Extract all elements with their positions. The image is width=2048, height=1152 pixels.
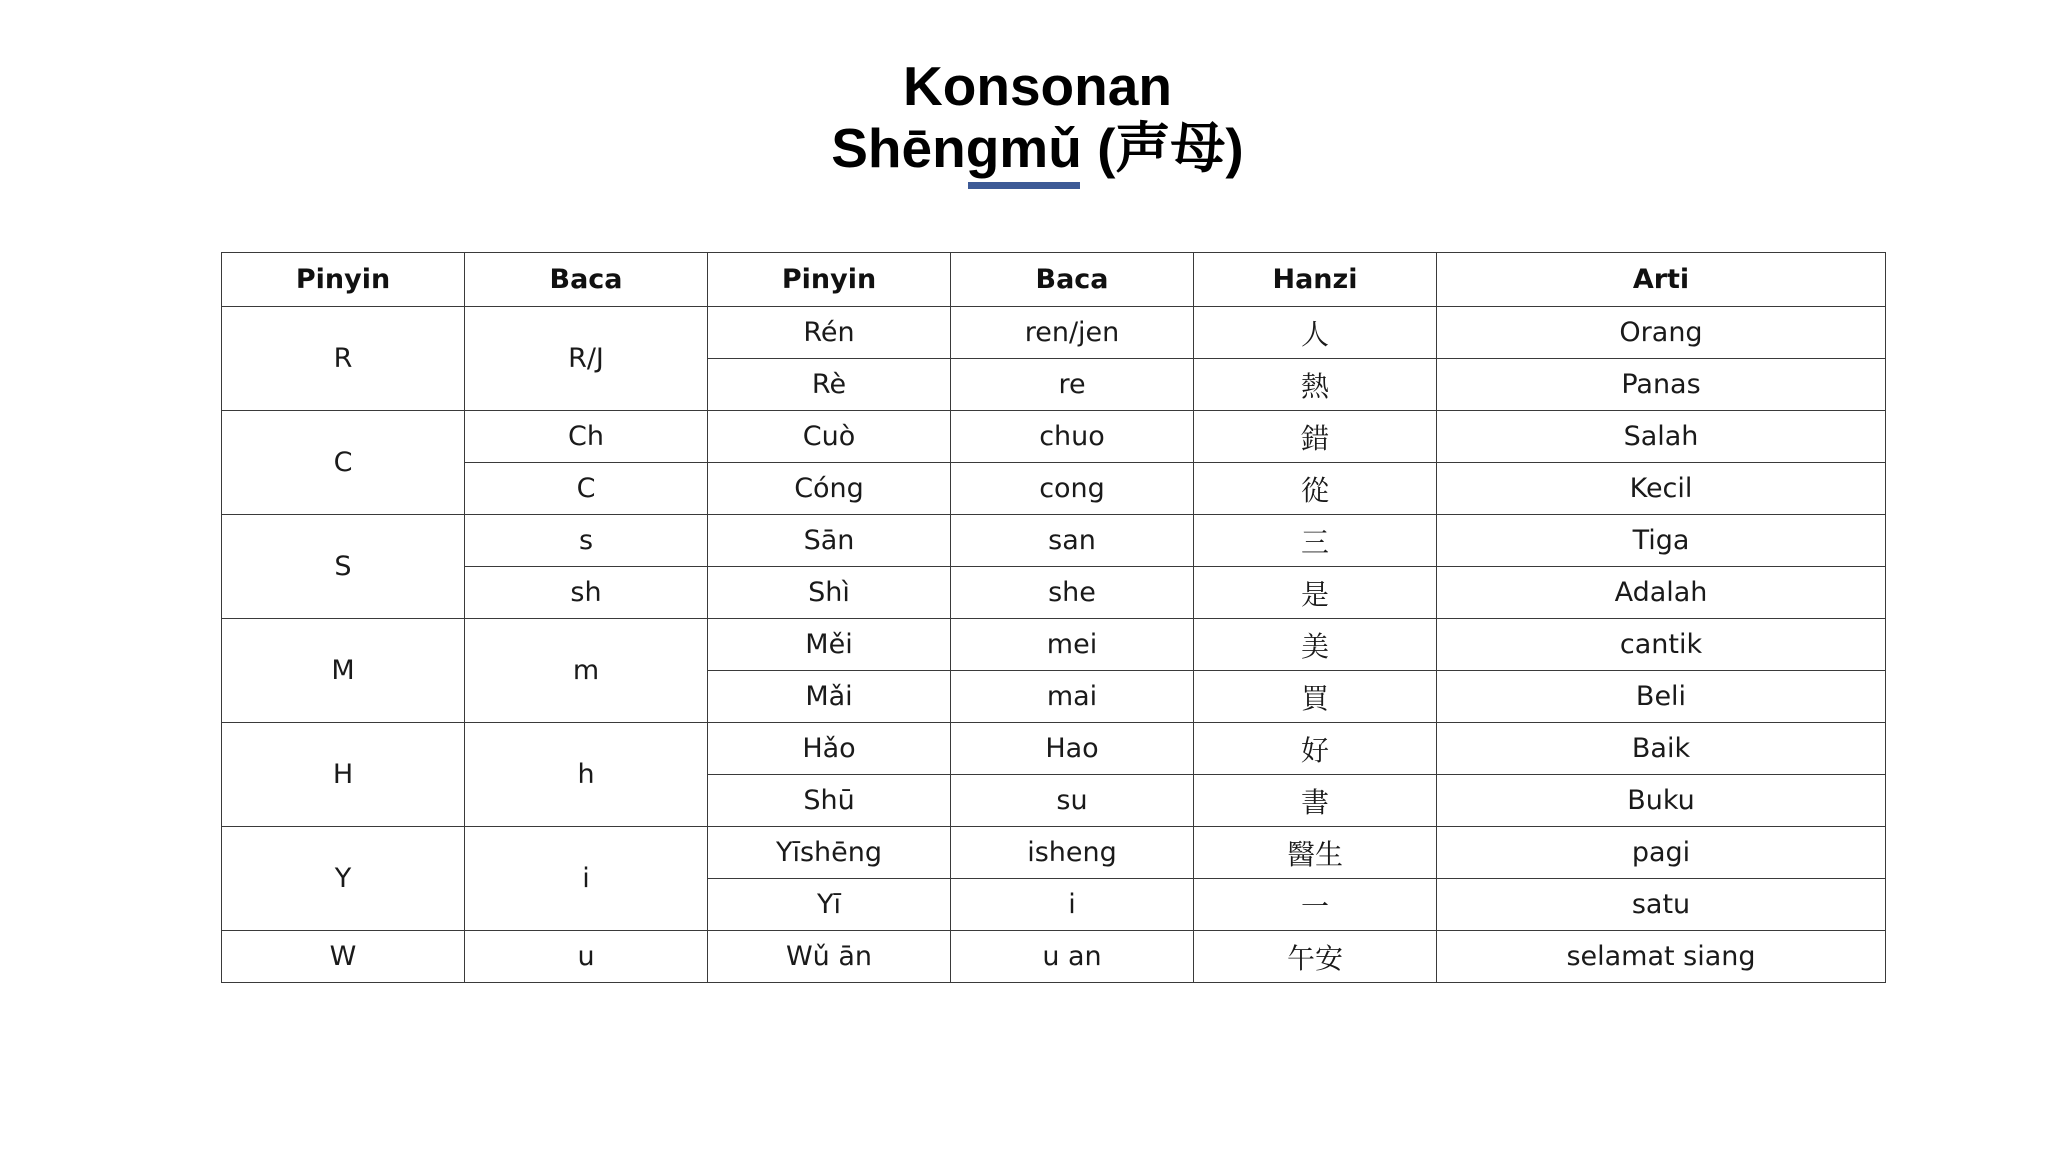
pinyin-cell: Wǔ ān: [708, 931, 951, 983]
meaning-cell: Beli: [1437, 671, 1886, 723]
table-header-row: [222, 253, 1886, 307]
pinyin-cell: Sān: [708, 515, 951, 567]
pinyin-cell: Cuò: [708, 411, 951, 463]
initial-reading-cell: s: [465, 515, 708, 567]
table-row: [222, 463, 1886, 515]
table-row: [222, 931, 1886, 983]
meaning-cell: Adalah: [1437, 567, 1886, 619]
hanzi-cell: 三: [1194, 515, 1437, 567]
hanzi-cell: 買: [1194, 671, 1437, 723]
pinyin-cell: Shū: [708, 775, 951, 827]
table-row: [222, 723, 1886, 775]
title-underline: [968, 182, 1080, 189]
initial-reading-cell: u: [465, 931, 708, 983]
reading-cell: she: [951, 567, 1194, 619]
hanzi-cell: 午安: [1194, 931, 1437, 983]
initial-cell: S: [222, 515, 465, 619]
meaning-cell: satu: [1437, 879, 1886, 931]
pinyin-cell: Yīshēng: [708, 827, 951, 879]
pinyin-cell: Shì: [708, 567, 951, 619]
title-line-2: Shēngmǔ (声母): [831, 117, 1244, 179]
meaning-cell: Panas: [1437, 359, 1886, 411]
meaning-cell: Orang: [1437, 307, 1886, 359]
initial-reading-cell: i: [465, 827, 708, 931]
hanzi-cell: 好: [1194, 723, 1437, 775]
reading-cell: ren/jen: [951, 307, 1194, 359]
initial-reading-cell: m: [465, 619, 708, 723]
reading-cell: i: [951, 879, 1194, 931]
initial-reading-cell: R/J: [465, 307, 708, 411]
hanzi-cell: 美: [1194, 619, 1437, 671]
header-pinyin-word: Pinyin: [708, 253, 951, 307]
hanzi-cell: 人: [1194, 307, 1437, 359]
table-row: [222, 411, 1886, 463]
header-hanzi: Hanzi: [1194, 253, 1437, 307]
consonant-table: [221, 252, 1886, 983]
initial-cell: R: [222, 307, 465, 411]
pinyin-cell: Hǎo: [708, 723, 951, 775]
initial-cell: H: [222, 723, 465, 827]
initial-reading-cell: Ch: [465, 411, 708, 463]
slide-title: [0, 55, 2048, 179]
initial-cell: C: [222, 411, 465, 515]
meaning-cell: Salah: [1437, 411, 1886, 463]
initial-reading-cell: sh: [465, 567, 708, 619]
pinyin-cell: Mǎi: [708, 671, 951, 723]
reading-cell: mei: [951, 619, 1194, 671]
table-row: [222, 515, 1886, 567]
meaning-cell: cantik: [1437, 619, 1886, 671]
hanzi-cell: 錯: [1194, 411, 1437, 463]
initial-cell: W: [222, 931, 465, 983]
meaning-cell: Baik: [1437, 723, 1886, 775]
table-row: [222, 827, 1886, 879]
pinyin-cell: Yī: [708, 879, 951, 931]
reading-cell: cong: [951, 463, 1194, 515]
table-row: [222, 619, 1886, 671]
reading-cell: re: [951, 359, 1194, 411]
reading-cell: chuo: [951, 411, 1194, 463]
meaning-cell: Kecil: [1437, 463, 1886, 515]
header-arti: Arti: [1437, 253, 1886, 307]
meaning-cell: Buku: [1437, 775, 1886, 827]
initial-reading-cell: h: [465, 723, 708, 827]
table-row: [222, 307, 1886, 359]
reading-cell: san: [951, 515, 1194, 567]
header-baca-initial: Baca: [465, 253, 708, 307]
table-row: [222, 567, 1886, 619]
meaning-cell: pagi: [1437, 827, 1886, 879]
initial-cell: Y: [222, 827, 465, 931]
reading-cell: isheng: [951, 827, 1194, 879]
pinyin-cell: Rè: [708, 359, 951, 411]
header-baca-word: Baca: [951, 253, 1194, 307]
hanzi-cell: 從: [1194, 463, 1437, 515]
pinyin-cell: Rén: [708, 307, 951, 359]
title-line-1: Konsonan: [903, 55, 1172, 117]
initial-reading-cell: C: [465, 463, 708, 515]
pinyin-cell: Měi: [708, 619, 951, 671]
hanzi-cell: 書: [1194, 775, 1437, 827]
meaning-cell: Tiga: [1437, 515, 1886, 567]
initial-cell: M: [222, 619, 465, 723]
hanzi-cell: 醫生: [1194, 827, 1437, 879]
hanzi-cell: 一: [1194, 879, 1437, 931]
hanzi-cell: 是: [1194, 567, 1437, 619]
hanzi-cell: 熱: [1194, 359, 1437, 411]
reading-cell: Hao: [951, 723, 1194, 775]
reading-cell: mai: [951, 671, 1194, 723]
reading-cell: u an: [951, 931, 1194, 983]
reading-cell: su: [951, 775, 1194, 827]
meaning-cell: selamat siang: [1437, 931, 1886, 983]
pinyin-cell: Cóng: [708, 463, 951, 515]
header-pinyin-initial: Pinyin: [222, 253, 465, 307]
